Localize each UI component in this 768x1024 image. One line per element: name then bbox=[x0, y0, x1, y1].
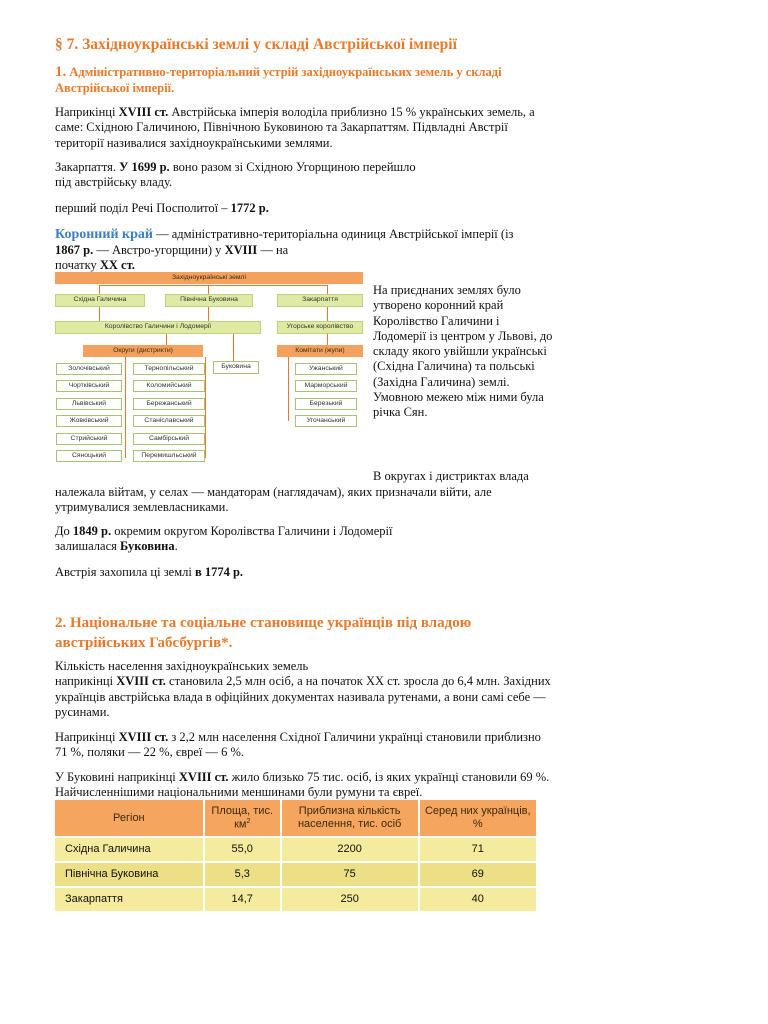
connector-line bbox=[208, 285, 209, 294]
header-area-sup: 2 bbox=[246, 817, 251, 825]
text-bold: в 1774 р. bbox=[194, 565, 244, 579]
paragraph-bukovyna bbox=[55, 524, 555, 555]
text: становила 2,5 млн осіб, а на початок XX ст. зросла до 6,4 млн. Західних українців австрійська влада в офіційних документах називала рутенами, а вони самі себе — русинами. bbox=[55, 674, 551, 719]
paragraph-territory bbox=[55, 105, 555, 151]
okrug-box: Чортківський bbox=[56, 380, 122, 392]
komitat-box: Березький bbox=[295, 398, 357, 410]
page-title: § 7. Західноукраїнські землі у складі Австрійської імперії bbox=[55, 36, 457, 53]
cell-area: 14,7 bbox=[204, 887, 281, 911]
text: Кількість населення західноукраїнських земель bbox=[55, 659, 309, 673]
table-row bbox=[55, 862, 536, 887]
text-bold: XX ст. bbox=[99, 258, 135, 273]
cell-area: 55,0 bbox=[204, 837, 281, 862]
diagram-bukovyna-box: Буковина bbox=[213, 361, 259, 374]
connector-line bbox=[99, 285, 327, 286]
diagram-okrugy-box: Округи (дистрикти) bbox=[83, 345, 203, 357]
cell-ukrainians: 40 bbox=[419, 887, 536, 911]
paragraph-zakarpattia bbox=[55, 160, 555, 191]
text: наприкінці bbox=[55, 674, 117, 689]
text: — адміністративно-територіальна одиниця Австрійської імперії (із bbox=[152, 227, 514, 241]
diagram-top-box: Західноукраїнські землі bbox=[55, 272, 363, 284]
okrug-box: Тернопільський bbox=[133, 363, 205, 375]
text: У Буковині наприкінці bbox=[55, 770, 179, 784]
okrug-box: Сяноцький bbox=[56, 450, 122, 462]
text: — Австро-угорщини) у bbox=[93, 243, 225, 258]
okrug-box: Коломийський bbox=[133, 380, 205, 392]
connector-line bbox=[99, 307, 100, 321]
paragraph-galicia-population bbox=[55, 730, 555, 761]
section-1-number: 1. bbox=[55, 64, 67, 80]
okrug-box: Бережанський bbox=[133, 398, 205, 410]
diagram-east-galicia-box: Східна Галичина bbox=[55, 294, 145, 307]
diagram-north-bukovyna-box: Північна Буковина bbox=[165, 294, 253, 307]
komitat-box: Угочанський bbox=[295, 415, 357, 427]
table-header-row bbox=[55, 800, 536, 837]
header-ukrainians: Серед них українців, % bbox=[419, 800, 536, 837]
table-row bbox=[55, 887, 536, 911]
okrug-box: Золочівський bbox=[56, 363, 122, 375]
connector-line bbox=[125, 357, 126, 458]
connector-line bbox=[166, 334, 167, 345]
cell-region: Північна Буковина bbox=[55, 862, 204, 887]
connector-line bbox=[327, 334, 328, 345]
cell-ukrainians: 69 bbox=[419, 862, 536, 887]
paragraph-population bbox=[55, 659, 555, 720]
header-area-text: Площа, тис. км bbox=[211, 805, 274, 831]
text-okrugy-rest: належала війтам, у селах — мандаторам (наглядачам), яких призначали війти, але утримувалися землевласниками. bbox=[55, 485, 492, 515]
cell-population: 75 bbox=[281, 862, 419, 887]
paragraph-bukovyna-population bbox=[55, 770, 555, 801]
text: окремим округом Королівства Галичини і Лодомерії bbox=[111, 524, 393, 538]
text: жило близько 75 тис. осіб, із яких українці становили 69 %. Найчисленнішими національними меншинами були румуни та євреї. bbox=[55, 770, 550, 800]
side-text-kingdom: На приєднаних землях було утворено коронний край Королівство Галичини і Лодомерії із центром у Львові, до складу якого увійшли українські (Східна Галичина) та польські (Західна Галичина) землі. Умовною межею між ними була річка Сян. bbox=[373, 283, 553, 419]
text-bold: У 1699 р. bbox=[119, 160, 170, 174]
text-bold: 1772 р. bbox=[230, 201, 269, 215]
text-bold: XVIII ст. bbox=[118, 730, 169, 744]
okrug-box: Стрийський bbox=[56, 433, 122, 445]
administrative-diagram bbox=[55, 271, 363, 463]
text-bold: 1867 р. bbox=[55, 243, 94, 258]
okrug-box: Станіславський bbox=[133, 415, 205, 427]
text: До bbox=[55, 524, 73, 538]
connector-line bbox=[288, 357, 289, 421]
text: початку bbox=[55, 258, 100, 273]
text-okrugy-start: В округах і дистриктах влада bbox=[373, 469, 529, 483]
connector-line bbox=[327, 285, 328, 294]
text: під австрійську владу. bbox=[55, 175, 173, 190]
okrug-box: Перемишльський bbox=[133, 450, 205, 462]
header-region: Регіон bbox=[55, 800, 204, 837]
text: . bbox=[174, 539, 178, 554]
text-bold: XVIII bbox=[224, 243, 258, 258]
connector-line bbox=[99, 285, 100, 294]
text: перший поділ Речі Посполитої – bbox=[55, 201, 231, 215]
header-area bbox=[204, 800, 281, 837]
diagram-zakarpattia-box: Закарпаття bbox=[277, 294, 363, 307]
table-row bbox=[55, 837, 536, 862]
text: з 2,2 млн населення Східної Галичини українці становили приблизно 71 %, поляки — 22 %, євреї — 6 %. bbox=[55, 730, 541, 760]
text: Наприкінці bbox=[55, 730, 119, 744]
paragraph-austria bbox=[55, 565, 555, 580]
text-bold: XVIII ст. bbox=[116, 674, 166, 689]
cell-ukrainians: 71 bbox=[419, 837, 536, 862]
text: Закарпаття. bbox=[55, 160, 120, 174]
diagram-kingdom-box: Королівство Галичини і Лодомерії bbox=[55, 321, 261, 334]
term-crown-land: Коронний край bbox=[55, 227, 153, 242]
text: — на bbox=[257, 243, 289, 258]
okrug-box: Львівський bbox=[56, 398, 122, 410]
population-table bbox=[55, 800, 536, 911]
text: Наприкінці bbox=[55, 105, 119, 119]
paragraph-crown-land bbox=[55, 226, 555, 274]
text-bold: Буковина bbox=[120, 539, 175, 554]
diagram-hungary-box: Угорське королівство bbox=[277, 321, 363, 334]
okrug-box: Жовківський bbox=[56, 415, 122, 427]
text-bold: XVIII ст. bbox=[178, 770, 229, 784]
cell-region: Східна Галичина bbox=[55, 837, 204, 862]
okrug-box: Самбірський bbox=[133, 433, 205, 445]
cell-region: Закарпаття bbox=[55, 887, 204, 911]
text-bold: XVIII ст. bbox=[118, 105, 169, 119]
header-population: Приблизна кількість населення, тис. осіб bbox=[281, 800, 419, 837]
text: Австрійська імперія володіла приблизно 15 % українських земель, а саме: Східною Галичиною, Північною Буковиною та Закарпаттям. Підвладні Австрії території називалися західноукраїнськими землями. bbox=[55, 105, 535, 150]
text-bold: 1849 р. bbox=[72, 524, 112, 538]
section-2-heading: 2. Національне та соціальне становище українців під владою австрійських Габсбургів*. bbox=[55, 615, 472, 651]
komitat-box: Ужанський bbox=[295, 363, 357, 375]
cell-population: 250 bbox=[281, 887, 419, 911]
text: Австрія захопила ці землі bbox=[55, 565, 195, 579]
text: воно разом зі Східною Угорщиною перейшло bbox=[169, 160, 416, 174]
connector-line bbox=[208, 307, 209, 321]
cell-area: 5,3 bbox=[204, 862, 281, 887]
paragraph-partition bbox=[55, 201, 555, 216]
section-1-heading-text: Адміністративно-територіальний устрій західноукраїнських земель у складі Австрійської імперії. bbox=[55, 65, 502, 96]
section-1-heading bbox=[55, 63, 555, 97]
connector-line bbox=[327, 307, 328, 321]
text: залишалася bbox=[55, 539, 121, 554]
diagram-komitaty-box: Комітати (жупи) bbox=[277, 345, 363, 357]
connector-line bbox=[205, 357, 206, 458]
komitat-box: Марморський bbox=[295, 380, 357, 392]
cell-population: 2200 bbox=[281, 837, 419, 862]
